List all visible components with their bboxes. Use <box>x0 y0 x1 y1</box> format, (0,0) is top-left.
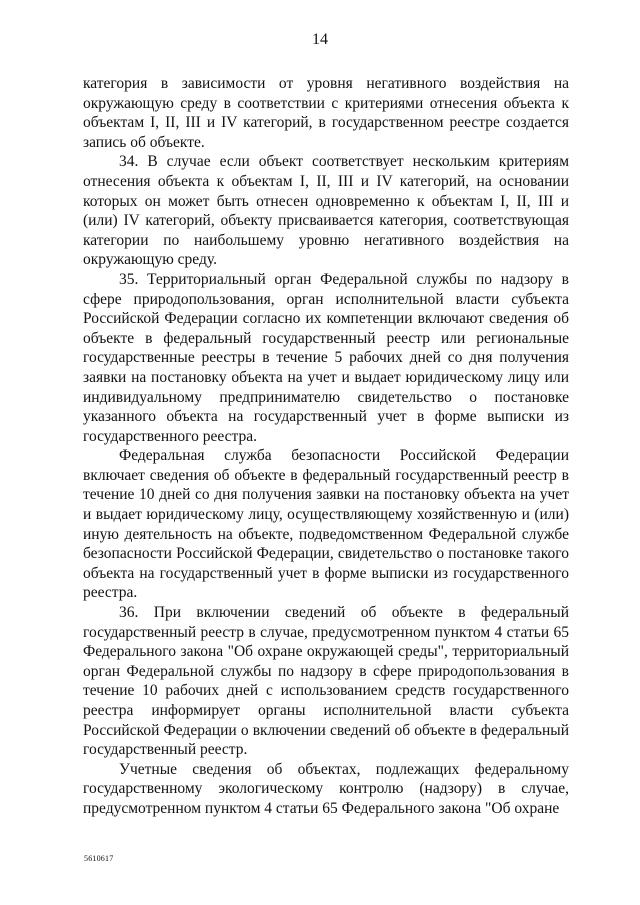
paragraph-item-36: 36. При включении сведений об объекте в федеральный государственный реестр в случае, предусмотренном пунктом 4 статьи 65 Федерального закона "Об охране окружающей среды", территориальный орган Федеральной службы по надзору в сфере природопользования в течение 10 рабочих дней с использованием средств государственного реестра информирует органы исполнительной власти субъекта Российской Федерации о включении сведений об объекте в федеральный государственный реестр. <box>83 604 569 759</box>
document-code: 5610617 <box>84 854 114 863</box>
paragraph-fsb: Федеральная служба безопасности Российской Федерации включает сведения об объекте в федеральный государственный реестр в течение 10 дней со дня получения заявки на постановку объекта на учет и выдает юридическому лицу, осуществляющему хозяйственную и (или) иную деятельность на объекте, подведомственном Федеральной службе безопасности Российской Федерации, свидетельство о постановке такого объекта на государственный учет в форме выписки из государственного реестра. <box>83 447 569 602</box>
paragraph-records: Учетные сведения об объектах, подлежащих федеральному государственному экологическому контролю (надзору) в случае, предусмотренном пунктом 4 статьи 65 Федерального закона "Об охране <box>83 760 569 817</box>
page-number: 14 <box>312 31 328 48</box>
document-body <box>83 74 569 819</box>
paragraph-item-34: 34. В случае если объект соответствует нескольким критериям отнесения объекта к объектам I, II, III и IV категорий, на основании которых он может быть отнесен одновременно к объектам I, II, III и (или) IV категорий, объекту присваивается категория, соответствующая категории по наибольшему уровню негативного воздействия на окружающую среду. <box>83 153 569 269</box>
paragraph-continuation: категория в зависимости от уровня негативного воздействия на окружающую среду в соответствии с критериями отнесения объекта к объектам I, II, III и IV категорий, в государственном реестре создается запись об объекте. <box>83 75 569 151</box>
paragraph-item-35: 35. Территориальный орган Федеральной службы по надзору в сфере природопользования, орган исполнительной власти субъекта Российской Федерации согласно их компетенции включают сведения об объекте в федеральный государственный реестр или региональные государственные реестры в течение 5 рабочих дней со дня получения заявки на постановку объекта на учет и выдает юридическому лицу или индивидуальному предпринимателю свидетельство о постановке указанного объекта на государственный учет в форме выписки из государственного реестра. <box>83 270 569 445</box>
